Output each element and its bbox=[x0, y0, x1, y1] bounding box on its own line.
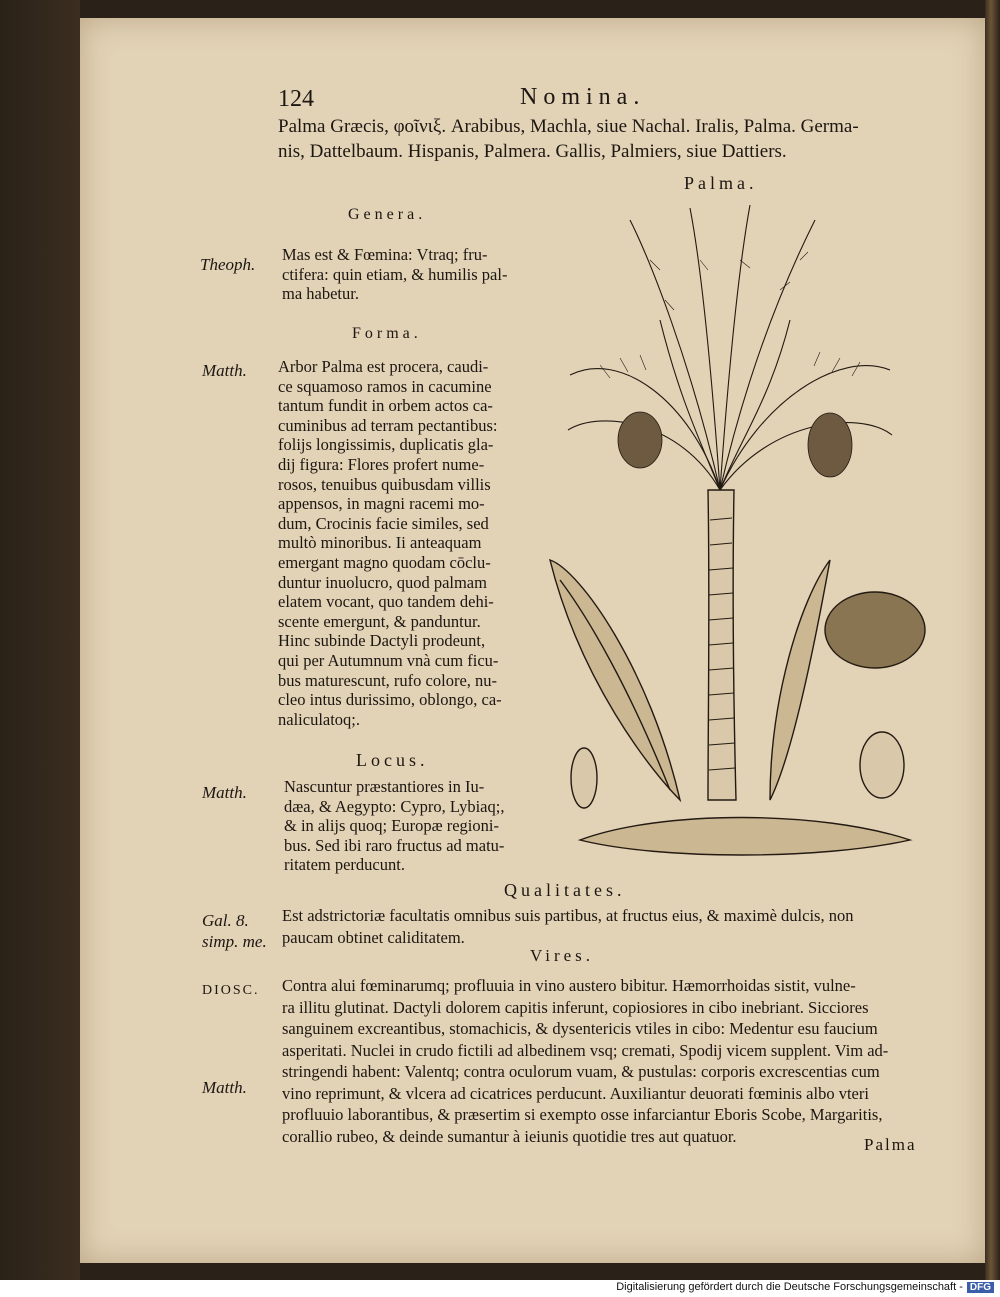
vires-text bbox=[282, 975, 888, 1147]
text-line: vino reprimunt, & vlcera ad cicatrices perducunt. Auxiliantur deuorati fœminis albo vteri bbox=[282, 1083, 869, 1103]
dfg-logo: DFG bbox=[967, 1282, 994, 1293]
digitization-footer bbox=[0, 1280, 1000, 1297]
genera-text bbox=[282, 245, 507, 304]
text-line: Mas est & Fœmina: Vtraq; fru- bbox=[282, 245, 488, 264]
text-line: bus maturescunt, rufo colore, nu- bbox=[278, 670, 498, 690]
text-line: elatem vocant, quo tandem dehi- bbox=[278, 592, 494, 612]
text-line: ritatem perducunt. bbox=[284, 855, 405, 875]
margin-note-genera: Theoph. bbox=[200, 255, 256, 274]
forma-text bbox=[278, 357, 502, 729]
nomina-line-2: nis, Dattelbaum. Hispanis, Palmera. Gallis, Palmiers, siue Dattiers. bbox=[278, 141, 787, 162]
text-line: rosos, tenuibus quibusdam villis bbox=[278, 474, 491, 494]
text-line: stringendi habent: Valentq; contra oculorum vuam, & pustulas: corporis excrescentias cum bbox=[282, 1062, 880, 1081]
margin-note-qualitates-1: Gal. 8. bbox=[202, 911, 249, 930]
text-line: dum, Crocinis facie similes, sed bbox=[278, 513, 489, 533]
text-line: asperitati. Nuclei in crudo fictili ad albedinem vsq; cremati, Spodij vicem supplent. Vim ad- bbox=[282, 1040, 889, 1060]
page-number: 124 bbox=[278, 86, 314, 112]
margin-note-forma: Matth. bbox=[202, 361, 247, 380]
margin-note-locus: Matth. bbox=[202, 783, 247, 802]
catchword: Palma bbox=[864, 1135, 917, 1154]
text-line: ra illitu glutinat. Dactyli dolorem capitis inferunt, copiosiores in cibo inebriant. Sicciores bbox=[282, 997, 869, 1017]
text-line: appensos, in magni racemi mo- bbox=[278, 494, 485, 514]
text-line: ctifera: quin etiam, & humilis pal- bbox=[282, 264, 508, 284]
text-line: Hinc subinde Dactyli prodeunt, bbox=[278, 631, 486, 651]
section-heading-genera: Genera. bbox=[348, 206, 427, 223]
section-heading-qualitates: Qualitates. bbox=[504, 880, 626, 900]
text-line: dæa, & Aegypto: Cypro, Lybiaq;, bbox=[284, 796, 505, 816]
text-line: & in alijs quoq; Europæ regioni- bbox=[284, 816, 499, 836]
text-line: scente emergunt, & panduntur. bbox=[278, 611, 481, 631]
text-line: emergant magno quodam cōclu- bbox=[278, 552, 491, 572]
text-line: profluuio laborantibus, & præsertim si exempto osse infarciantur Eboris Scobe, Margaritis, bbox=[282, 1105, 883, 1124]
text-line: Nascuntur præstantiores in Iu- bbox=[284, 777, 485, 796]
text-line: cleo intus durissimo, oblongo, ca- bbox=[278, 690, 502, 710]
section-heading-vires: Vires. bbox=[530, 946, 595, 965]
text-line: dij figura: Flores profert nume- bbox=[278, 454, 485, 474]
locus-text bbox=[284, 777, 504, 875]
text-line: ce squamoso ramos in cacumine bbox=[278, 376, 492, 396]
text-line: ma habetur. bbox=[282, 284, 359, 304]
text-line: sanguinem excreantibus, stomachicis, & dysentericis vtiles in cibo: Medentur esu faucium bbox=[282, 1019, 878, 1038]
text-line: corallio rubeo, & deinde sumantur à ieiunis quotidie tres aut quatuor. bbox=[282, 1126, 737, 1146]
text-line: qui per Autumnum vnà cum ficu- bbox=[278, 650, 499, 670]
book-spine-edge bbox=[985, 0, 1000, 1280]
running-head-title: Nomina. bbox=[520, 84, 646, 110]
text-line: multò minoribus. Ii anteaquam bbox=[278, 533, 482, 553]
text-line: Arbor Palma est procera, caudi- bbox=[278, 357, 489, 376]
figure-caption: Palma. bbox=[684, 173, 758, 193]
text-line: paucam obtinet caliditatem. bbox=[282, 928, 465, 947]
text-line: naliculatoq;. bbox=[278, 709, 361, 729]
section-heading-forma: Forma. bbox=[352, 325, 422, 342]
nomina-line-1: Palma Græcis, φοῖνιξ. Arabibus, Machla, siue Nachal. Iralis, Palma. Germa- bbox=[278, 116, 859, 137]
section-heading-locus: Locus. bbox=[356, 750, 429, 770]
text-line: cuminibus ad terram pectantibus: bbox=[278, 415, 498, 435]
text-line: tantum fundit in orbem actos ca- bbox=[278, 396, 493, 416]
qualitates-text bbox=[282, 905, 853, 949]
text-line: folijs longissimis, duplicatis gla- bbox=[278, 435, 494, 455]
footer-text: Digitalisierung gefördert durch die Deutsche Forschungsgemeinschaft - bbox=[616, 1281, 963, 1293]
text-line: Est adstrictoriæ facultatis omnibus suis partibus, at fructus eius, & maximè dulcis, non bbox=[282, 906, 854, 925]
text-line: duntur inuolucro, quod palmam bbox=[278, 572, 487, 592]
palm-tree-illustration bbox=[540, 200, 940, 870]
margin-note-vires-1: DIOSC. bbox=[202, 983, 260, 998]
book-gutter-left bbox=[0, 0, 80, 1280]
margin-note-vires-2: Matth. bbox=[202, 1078, 247, 1097]
text-line: bus. Sed ibi raro fructus ad matu- bbox=[284, 835, 505, 855]
margin-note-qualitates-2: simp. me. bbox=[202, 932, 267, 951]
text-line: Contra alui fœminarumq; profluuia in vino austero bibitur. Hæmorrhoidas sistit, vulne- bbox=[282, 976, 856, 995]
